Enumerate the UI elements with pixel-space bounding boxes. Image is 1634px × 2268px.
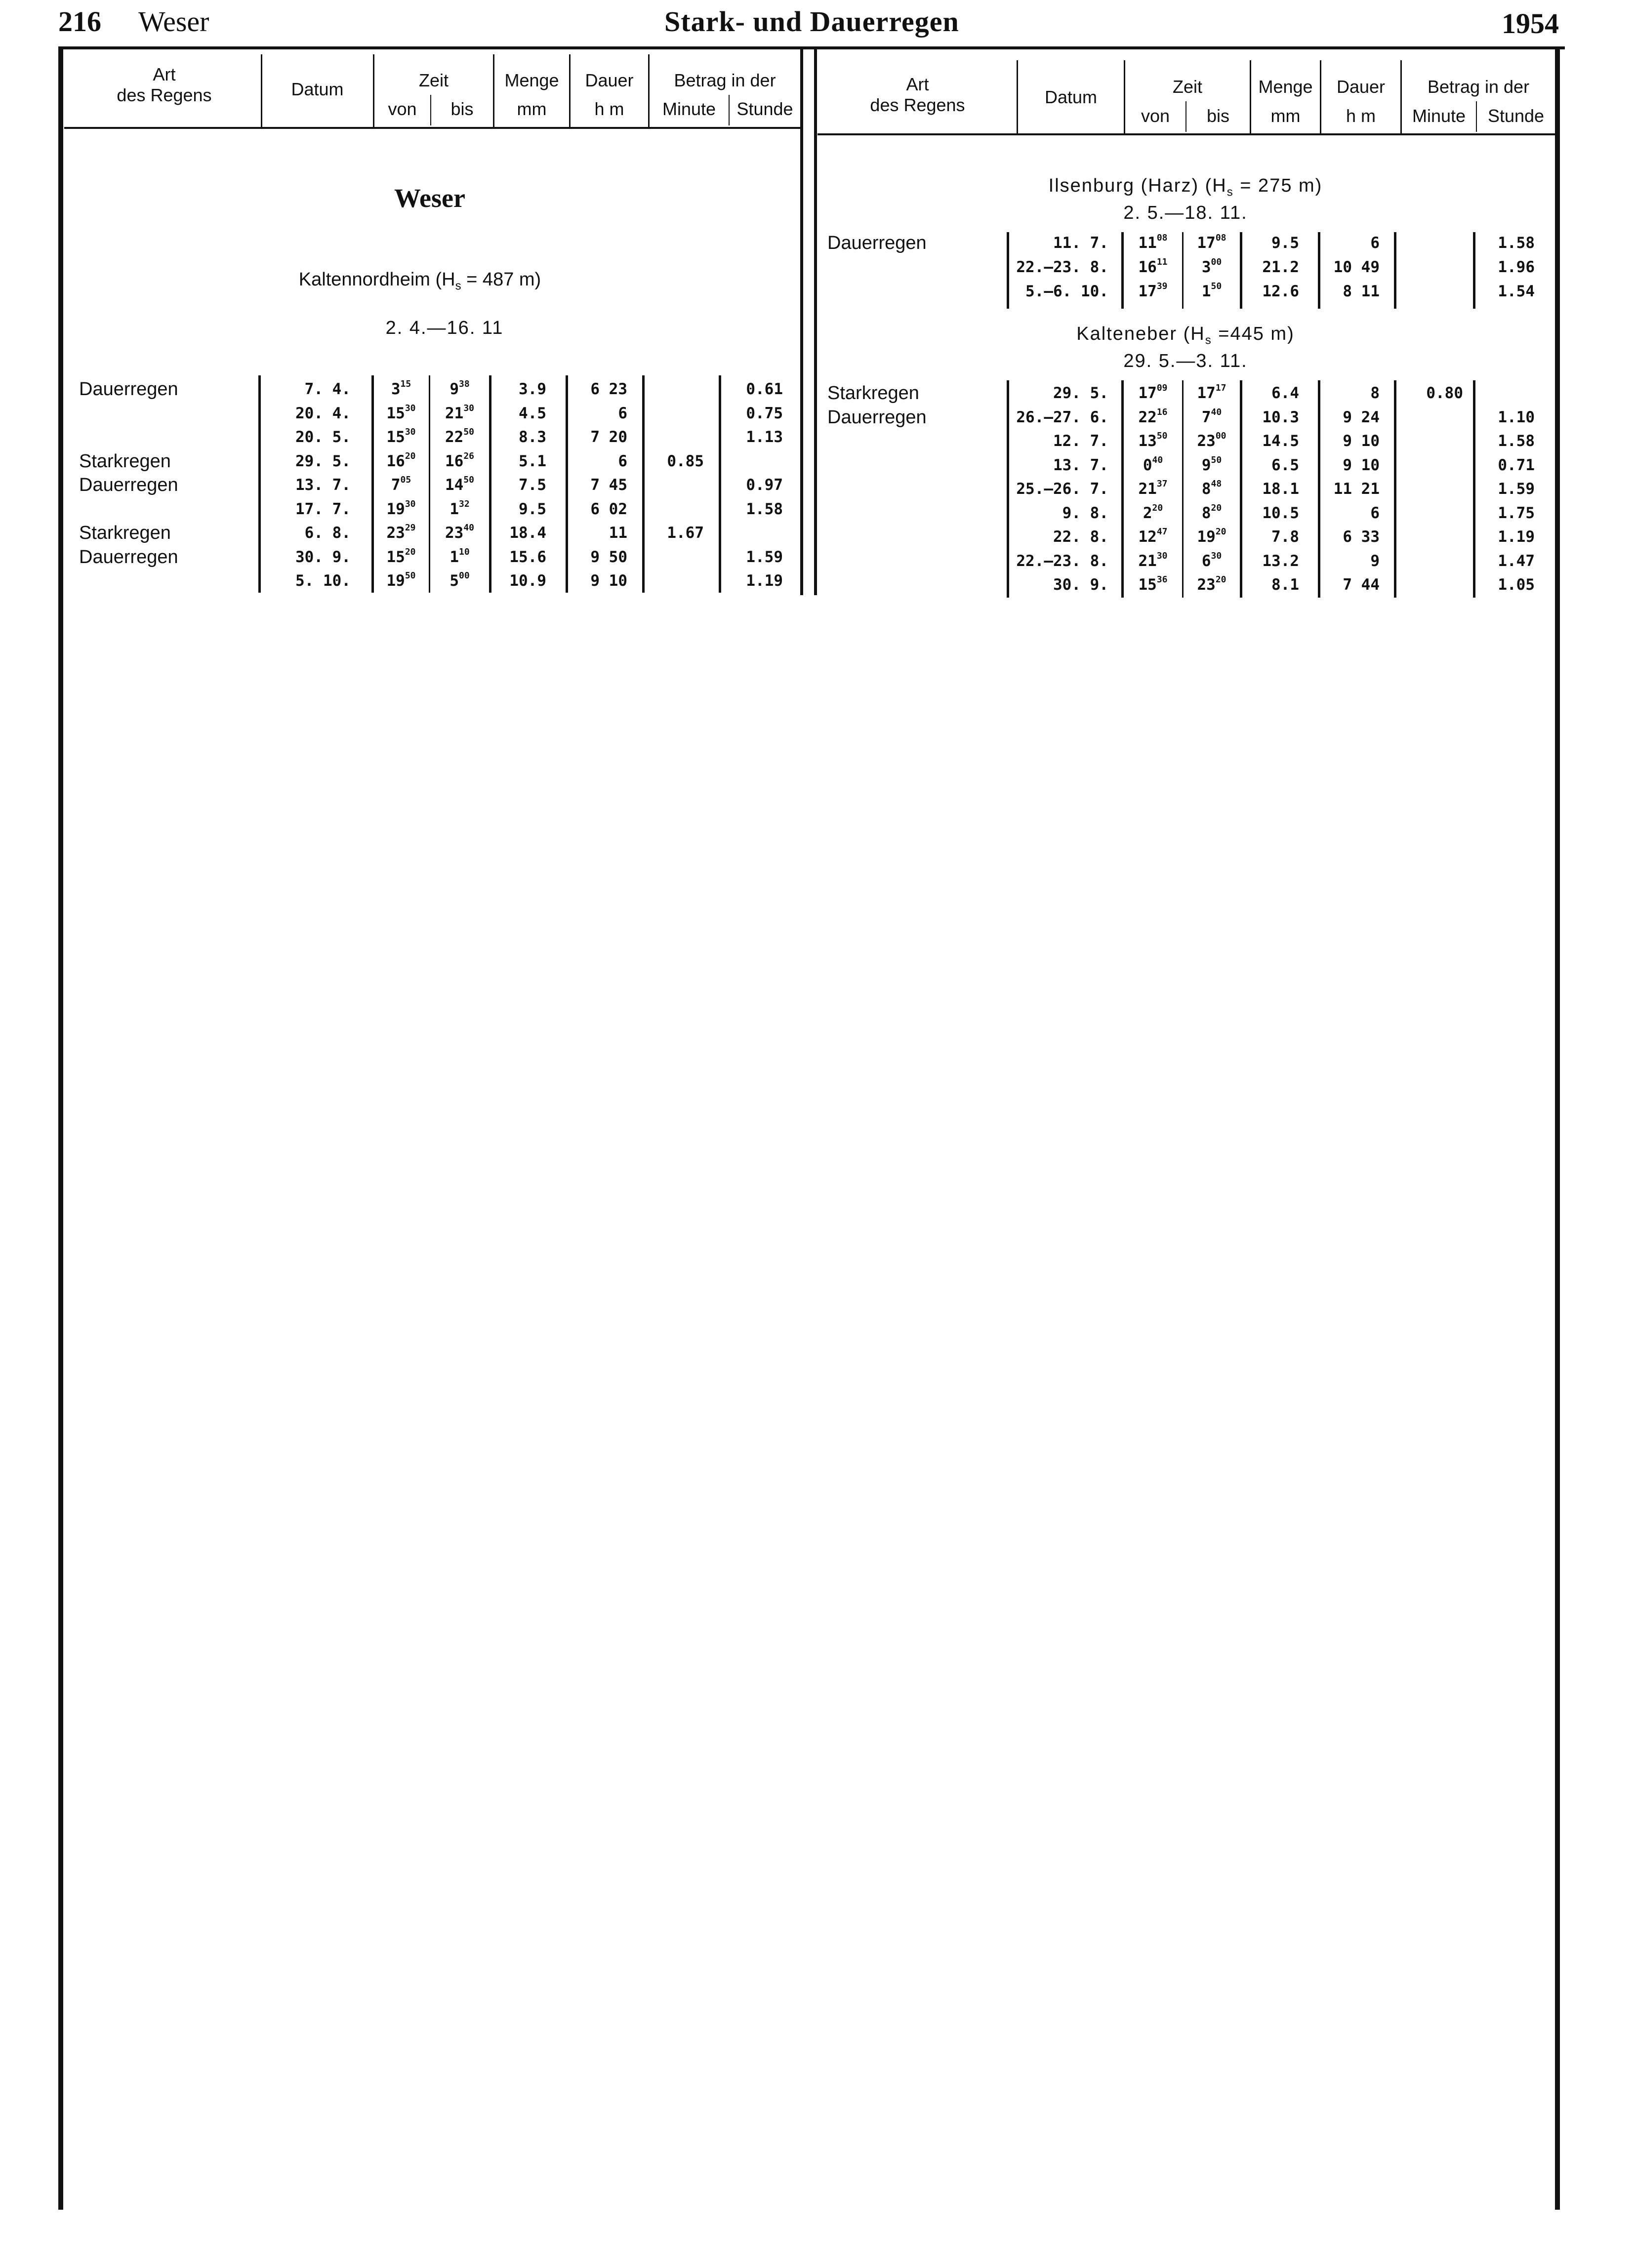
rate-hour-cell: 1.54 xyxy=(1498,283,1535,300)
table-row xyxy=(0,381,1634,405)
right-header-von: von xyxy=(1141,106,1170,126)
time-to-cell: $9^{38}$ xyxy=(449,379,470,398)
right-header-zeit: Zeit xyxy=(1172,77,1202,97)
duration-cell: 7 44 xyxy=(1343,576,1380,594)
table-row xyxy=(0,231,1634,255)
table-row xyxy=(0,405,1634,429)
right-border xyxy=(1555,46,1560,2210)
time-from-cell: $23^{29}$ xyxy=(386,523,416,542)
date-cell: 20. 5. xyxy=(295,428,351,446)
rate-hour-cell: 1.10 xyxy=(1498,408,1535,426)
amount-cell: 14.5 xyxy=(1262,432,1299,450)
rate-hour-cell: 0.71 xyxy=(1498,456,1535,474)
left-header-dauer: Dauer xyxy=(585,70,634,90)
time-to-cell: $22^{50}$ xyxy=(445,427,474,446)
page-title: Stark- und Dauerregen xyxy=(664,5,959,38)
left-header-mm: mm xyxy=(517,99,547,119)
amount-cell: 6.4 xyxy=(1271,384,1299,402)
date-cell: 22.–23. 8. xyxy=(1016,258,1108,276)
rain-type-cell: Dauerregen xyxy=(827,233,927,253)
time-from-cell: $16^{20}$ xyxy=(386,450,416,470)
time-from-cell: $3^{15}$ xyxy=(391,379,411,398)
right-header-stunde: Stunde xyxy=(1487,106,1545,126)
duration-cell: 6 23 xyxy=(590,380,627,398)
amount-cell: 7.8 xyxy=(1271,528,1299,546)
date-cell: 9. 8. xyxy=(1062,504,1108,522)
date-cell: 5.–6. 10. xyxy=(1025,283,1108,300)
date-cell: 22.–23. 8. xyxy=(1016,552,1108,570)
rate-minute-cell: 0.80 xyxy=(1426,384,1463,402)
date-cell: 11. 7. xyxy=(1053,234,1108,252)
amount-cell: 7.5 xyxy=(519,476,546,494)
left-header-art: Art des Regens xyxy=(117,64,212,105)
right-header-minute: Minute xyxy=(1412,106,1466,126)
date-cell: 29. 5. xyxy=(295,452,351,470)
right-header-menge: Menge xyxy=(1258,77,1313,97)
time-to-cell: $1^{10}$ xyxy=(449,546,470,566)
table-row xyxy=(0,501,1634,525)
date-cell: 30. 9. xyxy=(295,548,351,566)
date-cell: 17. 7. xyxy=(295,500,351,518)
rain-type-cell: Starkregen xyxy=(79,523,171,543)
time-from-cell: $21^{37}$ xyxy=(1138,479,1168,498)
period-ilsenburg: 2. 5.—18. 11. xyxy=(1123,202,1248,223)
time-to-cell: $23^{40}$ xyxy=(445,523,474,542)
table-row xyxy=(0,255,1634,279)
top-rule xyxy=(58,46,1565,49)
amount-cell: 10.9 xyxy=(509,572,546,590)
time-to-cell: $14^{50}$ xyxy=(445,475,474,494)
amount-cell: 10.5 xyxy=(1262,504,1299,522)
river-heading: Weser xyxy=(394,183,465,213)
amount-cell: 13.2 xyxy=(1262,552,1299,570)
time-to-cell: $21^{30}$ xyxy=(445,403,474,422)
amount-cell: 5.1 xyxy=(519,452,546,470)
left-header-stunde: Stunde xyxy=(736,99,793,119)
duration-cell: 9 10 xyxy=(590,572,627,590)
rate-hour-cell: 1.58 xyxy=(1498,234,1535,252)
rate-hour-cell: 1.13 xyxy=(746,428,783,446)
left-header-betrag: Betrag in der xyxy=(674,70,776,90)
right-header-betrag: Betrag in der xyxy=(1427,77,1530,97)
page-year: 1954 xyxy=(1502,7,1559,40)
date-cell: 7. 4. xyxy=(304,380,351,398)
station-kaltennordheim: Kaltennordheim ($H_s = 487$ m) xyxy=(298,269,541,293)
right-header-mm: mm xyxy=(1270,106,1301,126)
time-from-cell: $22^{16}$ xyxy=(1138,406,1168,426)
amount-cell: 21.2 xyxy=(1262,258,1299,276)
amount-cell: 8.1 xyxy=(1271,576,1299,594)
time-from-cell: $12^{47}$ xyxy=(1138,526,1168,546)
duration-cell: 9 50 xyxy=(590,548,627,566)
rate-hour-cell: 0.75 xyxy=(746,404,783,422)
page-number: 216 xyxy=(58,5,101,38)
time-to-cell: $8^{48}$ xyxy=(1201,479,1222,498)
left-header-minute: Minute xyxy=(662,99,716,119)
right-header-bis: bis xyxy=(1206,106,1230,126)
time-to-cell: $1^{50}$ xyxy=(1201,281,1222,300)
rate-hour-cell: 1.19 xyxy=(746,572,783,590)
rate-hour-cell: 1.75 xyxy=(1498,504,1535,522)
left-border xyxy=(58,46,63,2210)
time-from-cell: $15^{30}$ xyxy=(386,403,416,422)
time-to-cell: $8^{20}$ xyxy=(1201,502,1222,522)
rate-hour-cell: 1.47 xyxy=(1498,552,1535,570)
time-from-cell: $15^{36}$ xyxy=(1138,574,1168,594)
time-from-cell: $15^{30}$ xyxy=(386,427,416,446)
duration-cell: 11 21 xyxy=(1333,480,1380,498)
rain-type-cell: Starkregen xyxy=(827,383,919,404)
rate-hour-cell: 1.58 xyxy=(746,500,783,518)
station-kalteneber: Kalteneber ($H_s =445$ m) xyxy=(1076,324,1295,347)
duration-cell: 10 49 xyxy=(1333,258,1380,276)
duration-cell: 9 xyxy=(1370,552,1380,570)
left-header-von: von xyxy=(388,99,417,119)
date-cell: 22. 8. xyxy=(1053,528,1108,546)
duration-cell: 6 xyxy=(618,452,627,470)
time-to-cell: $19^{20}$ xyxy=(1197,526,1226,546)
time-to-cell: $17^{08}$ xyxy=(1197,233,1226,252)
time-from-cell: $21^{30}$ xyxy=(1138,550,1168,570)
duration-cell: 8 xyxy=(1370,384,1380,402)
date-cell: 13. 7. xyxy=(1053,456,1108,474)
date-cell: 29. 5. xyxy=(1053,384,1108,402)
amount-cell: 9.5 xyxy=(519,500,546,518)
rate-hour-cell: 1.05 xyxy=(1498,576,1535,594)
duration-cell: 6 xyxy=(1370,504,1380,522)
time-from-cell: $0^{40}$ xyxy=(1143,454,1163,474)
time-to-cell: $23^{00}$ xyxy=(1197,431,1226,450)
time-from-cell: $11^{08}$ xyxy=(1138,233,1168,252)
rain-type-cell: Dauerregen xyxy=(79,475,178,495)
left-header-zeit: Zeit xyxy=(418,70,449,90)
rate-minute-cell: 0.85 xyxy=(667,452,704,470)
duration-cell: 7 20 xyxy=(590,428,627,446)
rate-hour-cell: 0.97 xyxy=(746,476,783,494)
amount-cell: 3.9 xyxy=(519,380,546,398)
left-header-hm: h m xyxy=(594,99,624,119)
date-cell: 13. 7. xyxy=(295,476,351,494)
duration-cell: 9 10 xyxy=(1343,432,1380,450)
header-bottom-rule-right xyxy=(817,133,1558,135)
date-cell: 6. 8. xyxy=(304,524,351,542)
table-row xyxy=(0,573,1634,597)
time-to-cell: $3^{00}$ xyxy=(1201,257,1222,276)
rate-hour-cell: 1.58 xyxy=(1498,432,1535,450)
time-to-cell: $1^{32}$ xyxy=(449,498,470,518)
rate-hour-cell: 1.59 xyxy=(1498,480,1535,498)
left-header-menge: Menge xyxy=(504,70,559,90)
table-row xyxy=(0,429,1634,453)
duration-cell: 6 xyxy=(618,404,627,422)
time-to-cell: $6^{30}$ xyxy=(1201,550,1222,570)
rain-type-cell: Dauerregen xyxy=(79,379,178,400)
right-header-dauer: Dauer xyxy=(1336,77,1386,97)
right-header-hm: h m xyxy=(1346,106,1376,126)
rain-type-cell: Dauerregen xyxy=(827,406,927,428)
time-to-cell: $5^{00}$ xyxy=(449,570,470,590)
duration-cell: 6 33 xyxy=(1343,528,1380,546)
date-cell: 30. 9. xyxy=(1053,576,1108,594)
rate-hour-cell: 0.61 xyxy=(746,380,783,398)
time-from-cell: $7^{05}$ xyxy=(391,475,411,494)
time-from-cell: $17^{09}$ xyxy=(1138,383,1168,402)
time-to-cell: $23^{20}$ xyxy=(1197,574,1226,594)
time-from-cell: $15^{20}$ xyxy=(386,546,416,566)
header-bottom-rule-left xyxy=(64,127,803,129)
amount-cell: 4.5 xyxy=(519,404,546,422)
table-row xyxy=(0,453,1634,477)
table-row xyxy=(0,549,1634,573)
table-row xyxy=(0,280,1634,303)
table-row xyxy=(0,525,1634,549)
amount-cell: 18.4 xyxy=(509,524,546,542)
period-kalteneber: 29. 5.—3. 11. xyxy=(1123,351,1248,371)
period-kaltennordheim: 2. 4.—16. 11 xyxy=(385,318,504,338)
amount-cell: 10.3 xyxy=(1262,408,1299,426)
date-cell: 5. 10. xyxy=(295,572,351,590)
duration-cell: 6 02 xyxy=(590,500,627,518)
time-from-cell: $19^{50}$ xyxy=(386,570,416,590)
duration-cell: 9 10 xyxy=(1343,456,1380,474)
time-to-cell: $16^{26}$ xyxy=(445,450,474,470)
duration-cell: 6 xyxy=(1370,234,1380,252)
rate-hour-cell: 1.59 xyxy=(746,548,783,566)
rain-type-cell: Dauerregen xyxy=(79,546,178,567)
amount-cell: 6.5 xyxy=(1271,456,1299,474)
left-header-datum: Datum xyxy=(291,79,344,99)
duration-cell: 9 24 xyxy=(1343,408,1380,426)
rate-minute-cell: 1.67 xyxy=(667,524,704,542)
time-from-cell: $17^{39}$ xyxy=(1138,281,1168,300)
amount-cell: 9.5 xyxy=(1271,234,1299,252)
date-cell: 25.–26. 7. xyxy=(1016,480,1108,498)
date-cell: 20. 4. xyxy=(295,404,351,422)
amount-cell: 8.3 xyxy=(519,428,546,446)
page-section: Weser xyxy=(138,5,209,38)
amount-cell: 12.6 xyxy=(1262,283,1299,300)
duration-cell: 8 11 xyxy=(1343,283,1380,300)
duration-cell: 11 xyxy=(609,524,627,542)
time-from-cell: $16^{11}$ xyxy=(1138,257,1168,276)
rate-hour-cell: 1.96 xyxy=(1498,258,1535,276)
rate-hour-cell: 1.19 xyxy=(1498,528,1535,546)
time-to-cell: $9^{50}$ xyxy=(1201,454,1222,474)
amount-cell: 15.6 xyxy=(509,548,546,566)
time-from-cell: $2^{20}$ xyxy=(1143,502,1163,522)
duration-cell: 7 45 xyxy=(590,476,627,494)
time-from-cell: $19^{30}$ xyxy=(386,498,416,518)
date-cell: 26.–27. 6. xyxy=(1016,408,1108,426)
rain-type-cell: Starkregen xyxy=(79,450,171,472)
time-to-cell: $17^{17}$ xyxy=(1197,383,1226,402)
time-to-cell: $7^{40}$ xyxy=(1201,406,1222,426)
station-ilsenburg: Ilsenburg (Harz) ($H_s = 275$ m) xyxy=(1048,175,1323,199)
table-row xyxy=(0,477,1634,501)
date-cell: 12. 7. xyxy=(1053,432,1108,450)
time-from-cell: $13^{50}$ xyxy=(1138,431,1168,450)
amount-cell: 18.1 xyxy=(1262,480,1299,498)
right-header-datum: Datum xyxy=(1044,87,1098,107)
right-header-art: Art des Regens xyxy=(870,74,965,115)
left-header-bis: bis xyxy=(450,99,474,119)
